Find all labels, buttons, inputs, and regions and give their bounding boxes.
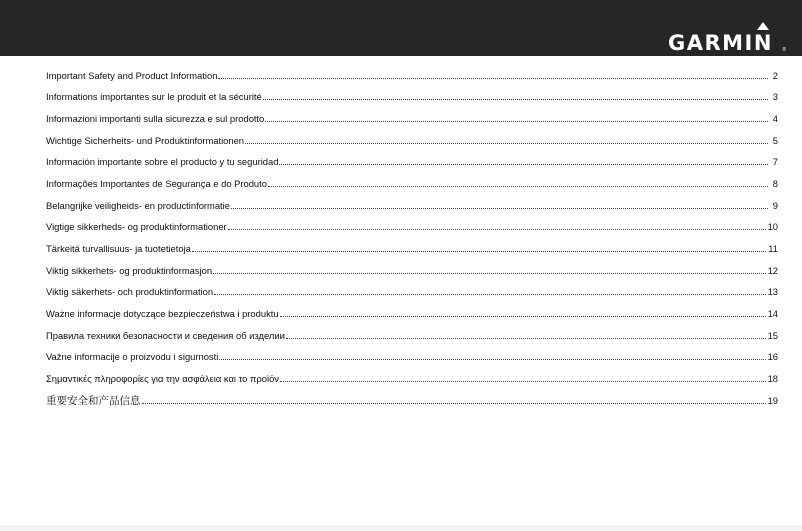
toc-dot-leader [268, 186, 768, 187]
toc-dot-leader [219, 359, 765, 360]
toc-entry-page-number[interactable]: 18 [767, 372, 778, 384]
toc-entry-title[interactable]: 重要安全和产品信息 [46, 394, 141, 407]
toc-entry-title[interactable]: Informations importantes sur le produit et la sécurité [46, 91, 262, 103]
toc-entry-page-number[interactable]: 5 [772, 134, 778, 146]
toc-entry-title[interactable]: Informazioni importanti sulla sicurezza e sul prodotto [46, 112, 265, 124]
toc-entry-title[interactable]: Important Safety and Product Information [46, 69, 218, 81]
toc-entry[interactable] [46, 385, 778, 407]
toc-entry[interactable] [46, 363, 778, 385]
toc-entry-page-number[interactable]: 13 [767, 286, 778, 298]
toc-dot-leader [245, 143, 768, 144]
toc-entry-page-number[interactable]: 9 [772, 199, 778, 211]
toc-entry-title[interactable]: Viktig sikkerhets- og produktinformasjon [46, 264, 213, 276]
toc-entry-title[interactable]: Važne informacije o proizvodu i sigurnosti [46, 351, 219, 363]
toc-entry-page-number[interactable]: 14 [767, 307, 778, 319]
table-of-contents [46, 60, 778, 407]
toc-entry-title[interactable]: Σημαντικές πληροφορίες για την ασφάλεια και το προϊόν [46, 372, 279, 384]
toc-dot-leader [279, 164, 768, 165]
toc-entry-page-number[interactable]: 7 [772, 156, 778, 168]
toc-dot-leader [228, 229, 766, 230]
toc-dot-leader [142, 403, 766, 404]
toc-entry[interactable] [46, 190, 778, 212]
garmin-triangle-icon [757, 22, 769, 30]
toc-dot-leader [280, 316, 766, 317]
toc-entry[interactable] [46, 320, 778, 342]
toc-entry-page-number[interactable]: 10 [767, 221, 778, 233]
toc-entry[interactable] [46, 103, 778, 125]
toc-entry-page-number[interactable]: 3 [772, 91, 778, 103]
toc-entry[interactable] [46, 82, 778, 104]
toc-entry[interactable] [46, 60, 778, 82]
toc-entry-page-number[interactable]: 2 [772, 69, 778, 81]
toc-entry-title[interactable]: Wichtige Sicherheits- und Produktinformationen [46, 134, 245, 146]
toc-entry-page-number[interactable]: 12 [767, 264, 778, 276]
toc-entry[interactable] [46, 233, 778, 255]
toc-entry-title[interactable]: Informações Importantes de Segurança e do Produto [46, 177, 267, 189]
garmin-logo [668, 22, 786, 55]
toc-entry-title[interactable]: Ważne informacje dotyczące bezpieczeństwa i produktu [46, 307, 279, 319]
toc-dot-leader [213, 273, 766, 274]
toc-dot-leader [192, 251, 766, 252]
toc-entry-title[interactable]: Правила техники безопасности и сведения об изделии [46, 329, 285, 341]
header-bar [0, 0, 802, 56]
toc-dot-leader [214, 294, 765, 295]
toc-entry-page-number[interactable]: 8 [772, 177, 778, 189]
toc-dot-leader [231, 208, 768, 209]
toc-dot-leader [265, 121, 768, 122]
toc-entry[interactable] [46, 212, 778, 234]
toc-dot-leader [286, 338, 766, 339]
toc-entry-page-number[interactable]: 19 [767, 394, 778, 406]
registered-mark: ® [782, 47, 786, 53]
toc-entry[interactable] [46, 125, 778, 147]
toc-entry-title[interactable]: Información importante sobre el producto y tu seguridad [46, 156, 279, 168]
toc-dot-leader [218, 78, 768, 79]
toc-entry-title[interactable]: Belangrijke veiligheids- en productinformatie [46, 199, 230, 211]
toc-entry-title[interactable]: Tärkeitä turvallisuus- ja tuotetietoja [46, 242, 191, 254]
toc-entry-page-number[interactable]: 15 [767, 329, 778, 341]
toc-entry-page-number[interactable]: 16 [767, 351, 778, 363]
toc-entry-title[interactable]: Vigtige sikkerheds- og produktinformationer [46, 221, 227, 233]
toc-entry[interactable] [46, 298, 778, 320]
toc-dot-leader [280, 381, 766, 382]
toc-dot-leader [263, 99, 768, 100]
toc-entry[interactable] [46, 168, 778, 190]
toc-entry[interactable] [46, 147, 778, 169]
toc-entry[interactable] [46, 255, 778, 277]
toc-entry-title[interactable]: Viktig säkerhets- och produktinformation [46, 286, 214, 298]
toc-entry-page-number[interactable]: 4 [772, 112, 778, 124]
toc-entry-page-number[interactable]: 11 [768, 242, 778, 254]
toc-entry[interactable] [46, 342, 778, 364]
garmin-logo-text: GARMIN [668, 31, 773, 55]
toc-entry[interactable] [46, 277, 778, 299]
footer-strip [0, 525, 802, 531]
